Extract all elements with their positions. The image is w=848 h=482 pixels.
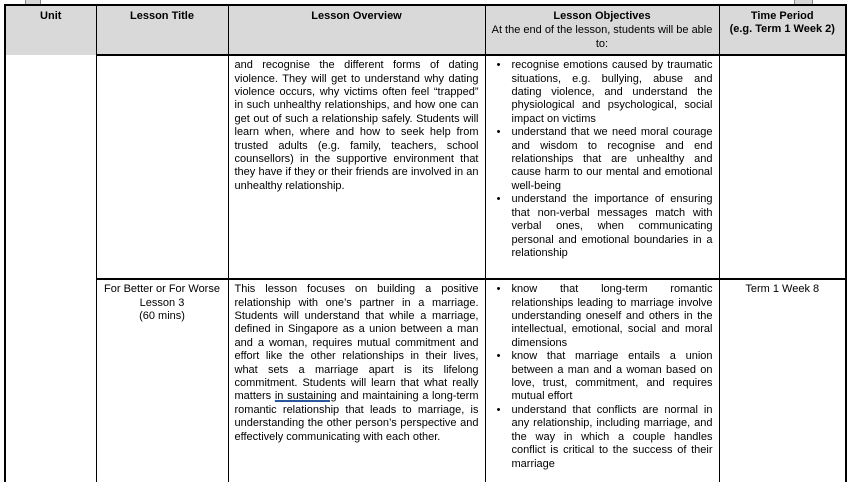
table-row-lesson-3 bbox=[5, 279, 846, 482]
lesson-objectives-cell-row1 bbox=[485, 55, 719, 279]
lesson-overview-text-row1: and recognise the different forms of dating violence. They will get to understand why dating violence occurs, why victims often feel “trapped” in such unhealthy relationships, and how one can get out of such a relationship safely. Students will learn when, where and how to seek help from trusted adults (e.g. family, teachers, school counsellors) in the supportive environment that they have if they or their friends are involved in an unhealthy relationship. bbox=[234, 59, 479, 192]
bullet-icon: • bbox=[496, 403, 501, 416]
header-time-period-line2: (e.g. Term 1 Week 2) bbox=[729, 23, 835, 36]
lesson-overview-underlined-text: in sustaining bbox=[274, 390, 337, 403]
table-row-continued-lesson bbox=[5, 55, 846, 279]
bullet-icon: • bbox=[496, 59, 501, 72]
lesson-overview-cell-row2 bbox=[228, 279, 485, 482]
lesson-overview-text-part2: and maintaining a long-term romantic relationship that leads to marriage, is understanding the other person’s perspective and effectively communicating with each other. bbox=[234, 390, 479, 443]
objective-text: know that marriage entails a union between a man and a woman based on love, trust, commitment, and requires mutual effort bbox=[511, 350, 713, 403]
lesson-title-line3: (60 mins) bbox=[139, 310, 185, 323]
header-unit-label: Unit bbox=[40, 10, 62, 22]
header-lesson-title-label: Lesson Title bbox=[130, 10, 194, 22]
objective-text: understand that we need moral courage and wisdom to recognise and end relationships that are unhealthy and cause harm to our mental and emotional well-being bbox=[511, 126, 713, 192]
lesson-title-line1: For Better or For Worse bbox=[104, 283, 220, 296]
objective-item bbox=[486, 126, 713, 193]
header-time-period-line1: Time Period bbox=[750, 10, 814, 22]
header-time-period bbox=[719, 5, 846, 55]
lesson-overview-text-part1: This lesson focuses on building a positive relationship with one’s partner in a marriage. Students will understand that while a marriage, defined in Singapore as a union between a man and a woman, requires mutual commitment and effort like the other relationships in their lives, what sets a marriage apart is its lifelong commitment. Students will learn that what really matters bbox=[234, 283, 479, 403]
time-period-cell-row2 bbox=[719, 279, 846, 482]
bullet-icon: • bbox=[496, 126, 501, 139]
objective-item bbox=[486, 59, 713, 126]
header-lesson-overview bbox=[228, 5, 485, 55]
time-period-cell-row1 bbox=[719, 55, 846, 279]
lesson-overview-cell-row1 bbox=[228, 55, 485, 279]
header-lesson-objectives-subtitle: At the end of the lesson, students will be able to: bbox=[491, 24, 713, 50]
bullet-icon: • bbox=[496, 350, 501, 363]
objective-item bbox=[486, 283, 713, 350]
header-unit bbox=[5, 5, 96, 55]
objective-text: recognise emotions caused by traumatic situations, e.g. bullying, abuse and dating violence, and understand the physiological and psychological, social impact on victims bbox=[511, 59, 713, 125]
objective-item bbox=[486, 350, 713, 404]
lesson-plan-table bbox=[4, 4, 847, 482]
objective-text: understand that conflicts are normal in any relationship, including marriage, and the way in which a couple handles conflict is critical to the success of their marriage bbox=[511, 403, 713, 470]
unit-cell bbox=[5, 55, 96, 482]
bullet-icon: • bbox=[496, 283, 501, 296]
header-lesson-objectives-title: Lesson Objectives bbox=[553, 10, 651, 22]
header-lesson-objectives bbox=[485, 5, 719, 55]
header-row bbox=[5, 5, 846, 55]
objective-item bbox=[486, 404, 713, 471]
time-period-value-row2: Term 1 Week 8 bbox=[745, 283, 820, 296]
objective-text: understand the importance of ensuring that non-verbal messages match with verbal ones, when communicating personal and emotional boundaries in a relationship bbox=[511, 193, 713, 259]
lesson-title-cell-row1 bbox=[96, 55, 228, 279]
header-lesson-overview-label: Lesson Overview bbox=[311, 10, 402, 22]
lesson-objectives-cell-row2 bbox=[485, 279, 719, 482]
bullet-icon: • bbox=[496, 193, 501, 206]
lesson-title-cell-row2 bbox=[96, 279, 228, 482]
objective-text: know that long-term romantic relationships leading to marriage involve understanding oneself and others in the intellectual, emotional, social and moral dimensions bbox=[511, 283, 713, 349]
header-lesson-title bbox=[96, 5, 228, 55]
objective-item bbox=[486, 193, 713, 260]
lesson-title-line2: Lesson 3 bbox=[139, 296, 185, 309]
